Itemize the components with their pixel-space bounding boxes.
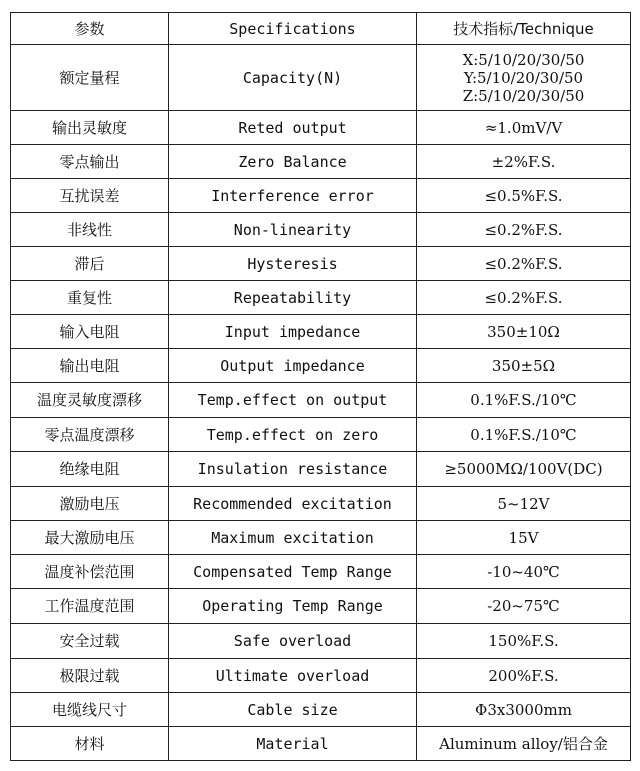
- table-row: [11, 315, 631, 349]
- param-cn: 材料: [11, 727, 169, 761]
- param-en: Output impedance: [169, 349, 417, 383]
- param-value: ≤0.2%F.S.: [417, 213, 631, 247]
- param-value: ≤0.2%F.S.: [417, 247, 631, 281]
- param-value: [417, 45, 631, 111]
- param-cn: 激励电压: [11, 487, 169, 521]
- param-value: -10~40℃: [417, 555, 631, 589]
- param-en: Compensated Temp Range: [169, 555, 417, 589]
- table-row: [11, 521, 631, 555]
- param-value: 350±5Ω: [417, 349, 631, 383]
- param-value: Aluminum alloy/铝合金: [417, 727, 631, 761]
- param-cn: 极限过载: [11, 659, 169, 693]
- table-row: [11, 555, 631, 589]
- param-en: Repeatability: [169, 281, 417, 315]
- param-cn: 电缆线尺寸: [11, 693, 169, 727]
- spec-sheet: [10, 12, 630, 761]
- param-en: Material: [169, 727, 417, 761]
- param-cn: 最大激励电压: [11, 521, 169, 555]
- param-cn: 绝缘电阻: [11, 452, 169, 487]
- table-row: [11, 452, 631, 487]
- specifications-table: [10, 12, 631, 761]
- param-en: Operating Temp Range: [169, 589, 417, 624]
- param-value: ≈1.0mV/V: [417, 111, 631, 145]
- param-cn: 温度补偿范围: [11, 555, 169, 589]
- header-technique: 技术指标/Technique: [417, 13, 631, 45]
- param-cn: 安全过载: [11, 624, 169, 659]
- param-value: -20~75℃: [417, 589, 631, 624]
- param-en: Capacity(N): [169, 45, 417, 111]
- param-cn: 互扰误差: [11, 179, 169, 213]
- capacity-z: Z:5/10/20/30/50: [462, 86, 585, 105]
- param-value: 5~12V: [417, 487, 631, 521]
- table-row: [11, 179, 631, 213]
- param-en: Insulation resistance: [169, 452, 417, 487]
- param-cn: 工作温度范围: [11, 589, 169, 624]
- table-row: [11, 418, 631, 452]
- table-row: [11, 727, 631, 761]
- param-en: Temp.effect on zero: [169, 418, 417, 452]
- capacity-x: X:5/10/20/30/50: [462, 50, 585, 69]
- table-row: [11, 589, 631, 624]
- param-en: Non-linearity: [169, 213, 417, 247]
- param-en: Zero Balance: [169, 145, 417, 179]
- table-row: [11, 659, 631, 693]
- param-en: Ultimate overload: [169, 659, 417, 693]
- param-cn: 重复性: [11, 281, 169, 315]
- param-value: 150%F.S.: [417, 624, 631, 659]
- param-en: Hysteresis: [169, 247, 417, 281]
- table-row: [11, 349, 631, 383]
- param-cn: 零点输出: [11, 145, 169, 179]
- param-cn: 输出电阻: [11, 349, 169, 383]
- param-en: Maximum excitation: [169, 521, 417, 555]
- param-value: ±2%F.S.: [417, 145, 631, 179]
- table-row: [11, 693, 631, 727]
- table-row: [11, 145, 631, 179]
- param-en: Interference error: [169, 179, 417, 213]
- table-row: [11, 247, 631, 281]
- param-en: Temp.effect on output: [169, 383, 417, 418]
- table-row: [11, 624, 631, 659]
- table-body: [11, 45, 631, 761]
- capacity-y: Y:5/10/20/30/50: [463, 68, 584, 87]
- table-header-row: [11, 13, 631, 45]
- table-row: [11, 487, 631, 521]
- table-row-capacity: [11, 45, 631, 111]
- table-row: [11, 213, 631, 247]
- param-en: Cable size: [169, 693, 417, 727]
- header-parameter: 参数: [11, 13, 169, 45]
- param-en: Recommended excitation: [169, 487, 417, 521]
- param-cn: 输出灵敏度: [11, 111, 169, 145]
- param-cn: 零点温度漂移: [11, 418, 169, 452]
- param-value: ≥5000MΩ/100V(DC): [417, 452, 631, 487]
- table-row: [11, 383, 631, 418]
- table-row: [11, 281, 631, 315]
- param-value: 0.1%F.S./10℃: [417, 383, 631, 418]
- param-value: ≤0.5%F.S.: [417, 179, 631, 213]
- param-value: 0.1%F.S./10℃: [417, 418, 631, 452]
- param-value: 350±10Ω: [417, 315, 631, 349]
- param-en: Safe overload: [169, 624, 417, 659]
- param-cn: 非线性: [11, 213, 169, 247]
- param-cn: 输入电阻: [11, 315, 169, 349]
- param-cn: 温度灵敏度漂移: [11, 383, 169, 418]
- param-cn: 滞后: [11, 247, 169, 281]
- table-row: [11, 111, 631, 145]
- param-en: Reted output: [169, 111, 417, 145]
- param-value: 200%F.S.: [417, 659, 631, 693]
- param-en: Input impedance: [169, 315, 417, 349]
- param-value: ≤0.2%F.S.: [417, 281, 631, 315]
- header-specifications: Specifications: [169, 13, 417, 45]
- param-value: 15V: [417, 521, 631, 555]
- param-cn: 额定量程: [11, 45, 169, 111]
- param-value: Φ3x3000mm: [417, 693, 631, 727]
